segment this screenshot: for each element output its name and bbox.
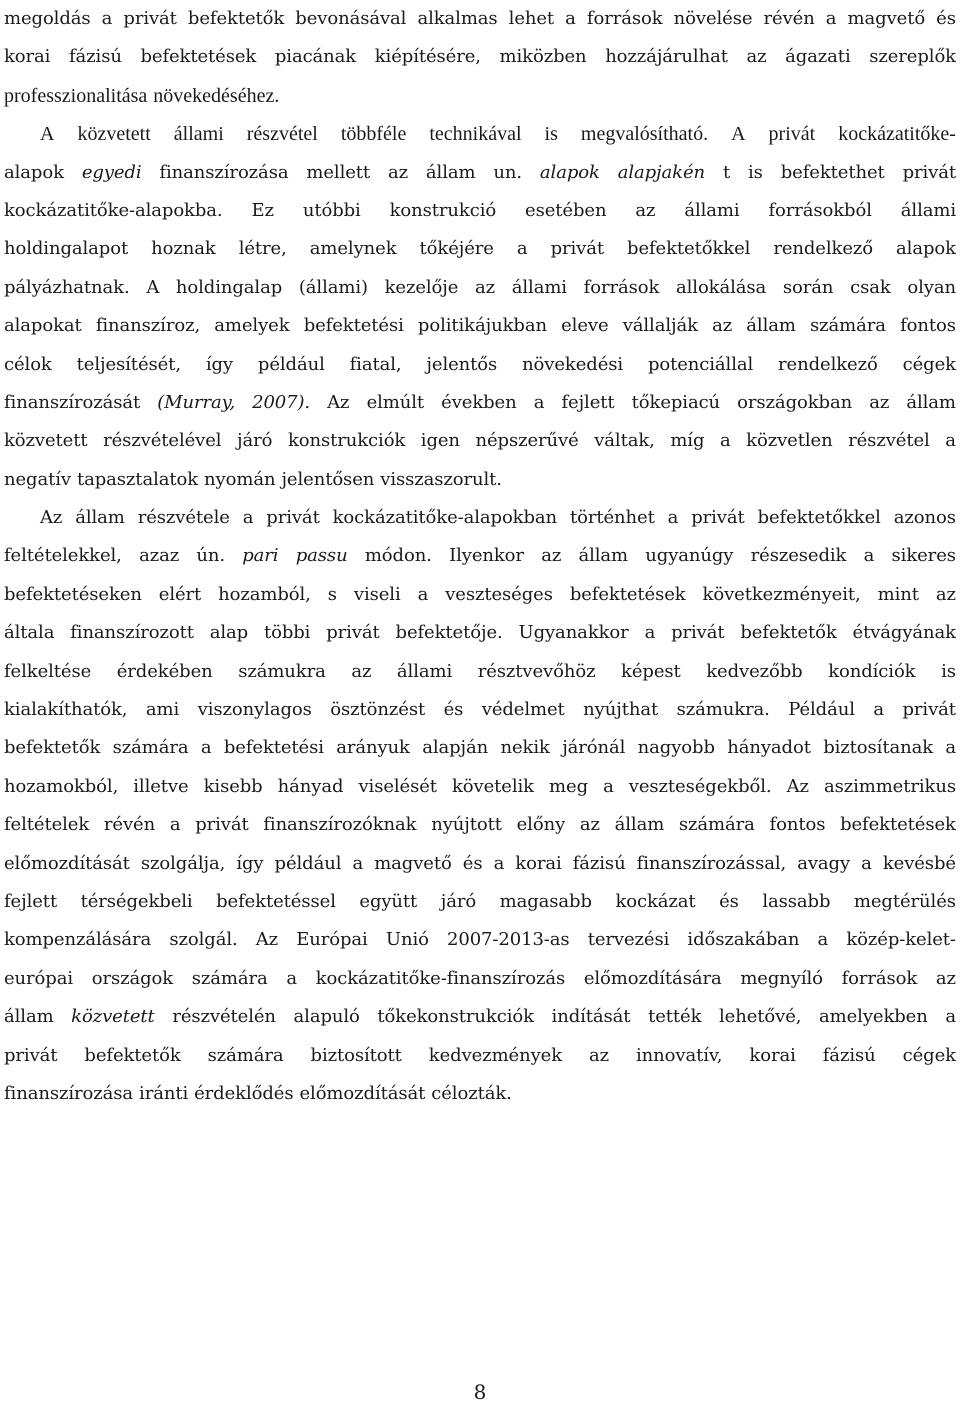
text-line: Az állam részvétele a privát kockázatitőke-alapokban történhet a privát befektetőkkel azonos [40,507,956,529]
text-line: A közvetett állami részvétel többféle technikával is megvalósítható. A privát kockázatitőke- [40,123,956,146]
text-line: befektetéseken elért hozamból, s viseli a veszteséges befektetések következményeit, mint az [4,583,956,605]
text-line: feltételek révén a privát finanszírozóknak nyújtott előny az állam számára fontos befektetések [4,814,956,836]
text-line: privát befektetők számára biztosított kedvezmények az innovatív, korai fázisú cégek [4,1044,956,1066]
text-line: kialakíthatók, ami viszonylagos ösztönzést és védelmet nyújthat számukra. Például a privát [4,699,956,721]
text-line: befektetők számára a befektetési arányuk alapján nekik járónál nagyobb hányadot biztosítanak a [4,737,956,759]
document-body [4,0,956,1113]
text-line: állam közvetett részvételén alapuló tőkekonstrukciók indítását tették lehetővé, amelyekben a [4,1006,956,1028]
text-line: közvetett részvételével járó konstrukciók igen népszerűvé váltak, míg a közvetlen részvétel a [4,430,956,452]
text-line: korai fázisú befektetések piacának kiépítésére, miközben hozzájárulhat az ágazati szereplők [4,46,956,68]
text-line: alapokat finanszíroz, amelyek befektetési politikájukban eleve vállalják az állam számára fontos [4,315,956,337]
text-line: kockázatitőke-alapokba. Ez utóbbi konstrukció esetében az állami forrásokból állami [4,199,956,221]
text-line: európai országok számára a kockázatitőke-finanszírozás előmozdítására megnyíló források az [4,967,956,989]
text-line: finanszírozása iránti érdeklődés előmozdítását célozták. [4,1082,512,1104]
text-line: hozamokból, illetve kisebb hányad viselését követelik meg a veszteségekből. Az aszimmetrikus [4,775,956,797]
text-line: felkeltése érdekében számukra az állami résztvevőhöz képest kedvezőbb kondíciók is [4,660,956,682]
text-line: negatív tapasztalatok nyomán jelentősen visszaszorult. [4,468,502,490]
text-line: kompenzálására szolgál. Az Európai Unió 2007-2013-as tervezési időszakában a közép-kelet- [4,929,956,951]
text-line: fejlett térségekbeli befektetéssel együtt járó magasabb kockázat és lassabb megtérülés [4,890,956,912]
text-line: professzionalitása növekedéséhez. [4,84,280,107]
text-line: célok teljesítését, így például fiatal, jelentős növekedési potenciállal rendelkező cégek [4,353,956,375]
text-line: finanszírozását (Murray, 2007). Az elmúlt években a fejlett tőkepiacú országokban az állam [4,391,956,413]
text-line: megoldás a privát befektetők bevonásával alkalmas lehet a források növelése révén a magvető és [4,8,956,29]
text-line: előmozdítását szolgálja, így például a magvető és a korai fázisú finanszírozással, avagy a kevésbé [4,852,956,874]
page-number: 8 [473,1380,487,1404]
text-line: feltételekkel, azaz ún. pari passu módon. Ilyenkor az állam ugyanúgy részesedik a sikeres [4,545,956,567]
text-line: holdingalapot hoznak létre, amelynek tőkéjére a privát befektetőkkel rendelkező alapok [4,238,956,260]
text-line: alapok egyedi finanszírozása mellett az állam un. alapok alapjakén t is befektethet privát [4,161,956,183]
text-line: pályázhatnak. A holdingalap (állami) kezelője az állami források allokálása során csak olyan [4,276,956,298]
text-line: általa finanszírozott alap többi privát befektetője. Ugyanakkor a privát befektetők étvágyának [4,622,956,644]
